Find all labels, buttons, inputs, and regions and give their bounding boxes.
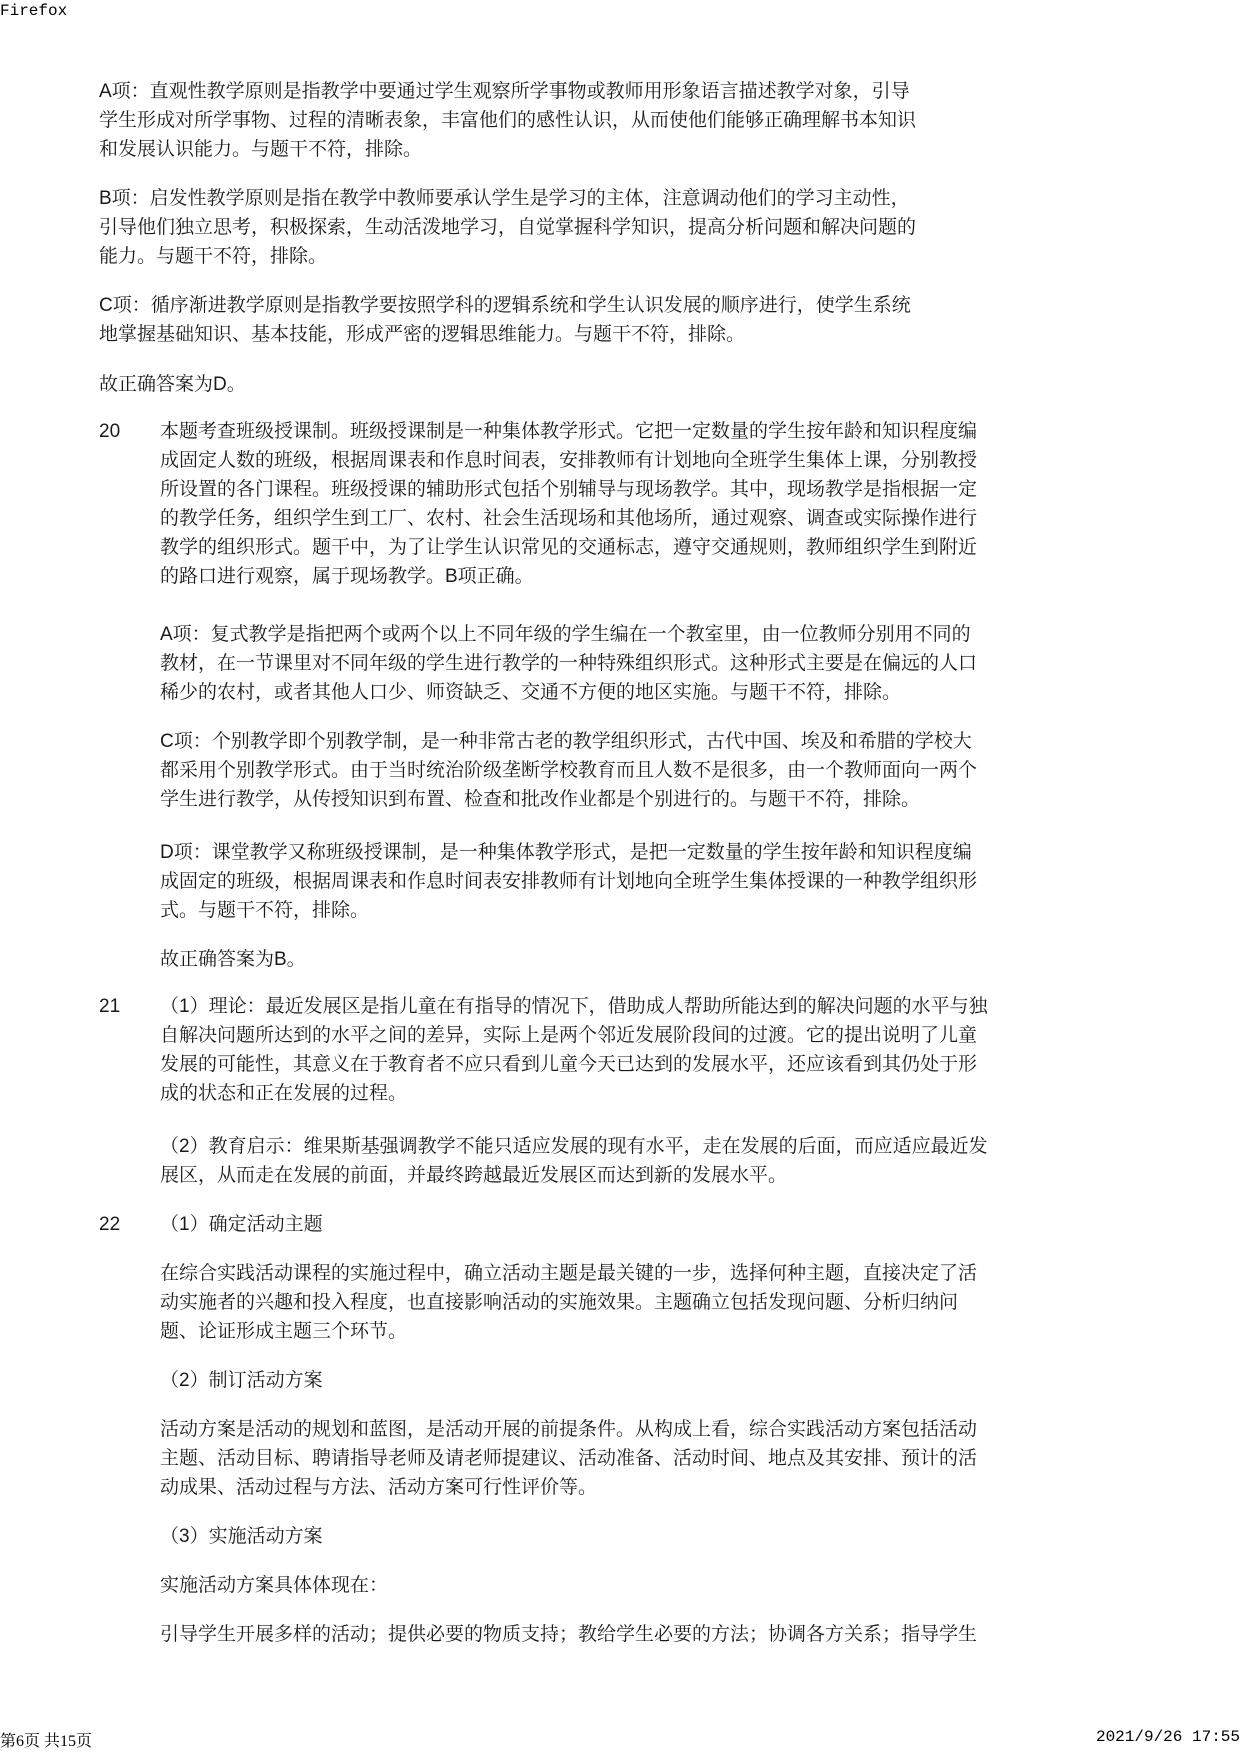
text-line: 本题考查班级授课制。班级授课制是一种集体教学形式。它把一定数量的学生按年龄和知识程度编 [160, 421, 978, 442]
text-line: 教学的组织形式。题干中，为了让学生认识常见的交通标志，遵守交通规则，教师组织学生到附近 [160, 537, 978, 558]
text-line: 学生形成对所学事物、过程的清晰表象，丰富他们的感性认识，从而使他们能够正确理解书本知识 [99, 110, 917, 131]
text-line: 动成果、活动过程与方法、活动方案可行性评价等。 [160, 1477, 598, 1498]
text-line: 式。与题干不符，排除。 [160, 900, 370, 921]
q19-option-b [99, 184, 916, 271]
q20-option-d [160, 838, 977, 925]
text-line: 实施活动方案具体体现在： [160, 1575, 389, 1596]
text-line: （2）教育启示：维果斯基强调教学不能只适应发展的现有水平，走在发展的后面，而应适应最近发 [160, 1136, 988, 1157]
question-number: 22 [99, 1214, 121, 1235]
text-line: C项：个别教学即个别教学制，是一种非常古老的教学组织形式，古代中国、埃及和希腊的学校大 [160, 731, 972, 752]
text-line: 引导他们独立思考，积极探索，生动活泼地学习，自觉掌握科学知识，提高分析问题和解决问题的 [99, 217, 917, 238]
page-number: 第6页 共15页 [0, 1733, 93, 1750]
text-line: 在综合实践活动课程的实施过程中，确立活动主题是最关键的一步，选择何种主题，直接决定了活 [160, 1263, 978, 1284]
text-line: （1）确定活动主题 [160, 1214, 323, 1235]
text-line: 动实施者的兴趣和投入程度，也直接影响活动的实施效果。主题确立包括发现问题、分析归纳问 [160, 1292, 959, 1313]
text-line: 主题、活动目标、聘请指导老师及请老师提建议、活动准备、活动时间、地点及其安排、预计的活 [160, 1448, 978, 1469]
text-line: D项：课堂教学又称班级授课制，是一种集体教学形式，是把一定数量的学生按年龄和知识程度编 [160, 842, 972, 863]
text-line: 成固定人数的班级，根据周课表和作息时间表，安排教师有计划地向全班学生集体上课，分别教授 [160, 450, 978, 471]
text-line: 和发展认识能力。与题干不符，排除。 [99, 139, 423, 160]
text-line: 展区，从而走在发展的前面，并最终跨越最近发展区而达到新的发展水平。 [160, 1165, 788, 1186]
question-number: 21 [99, 996, 121, 1017]
text-line: C项：循序渐进教学原则是指教学要按照学科的逻辑系统和学生认识发展的顺序进行，使学生系统 [99, 295, 911, 316]
text-line: 地掌握基础知识、基本技能，形成严密的逻辑思维能力。与题干不符，排除。 [99, 324, 746, 345]
q22-step3-body [160, 1620, 977, 1649]
q22-step3-intro [160, 1571, 388, 1600]
text-line: （3）实施活动方案 [160, 1526, 323, 1547]
q19-conclusion [99, 370, 246, 399]
text-line: 题、论证形成主题三个环节。 [160, 1321, 408, 1342]
text-line: 故正确答案为D。 [99, 374, 246, 395]
text-line: 的教学任务，组织学生到工厂、农村、社会生活现场和其他场所，通过观察、调查或实际操作进行 [160, 508, 978, 529]
question-number: 20 [99, 421, 121, 442]
text-line: 所设置的各门课程。班级授课的辅助形式包括个别辅导与现场教学。其中，现场教学是指根据一定 [160, 479, 978, 500]
text-line: A项：直观性教学原则是指教学中要通过学生观察所学事物或教师用形象语言描述教学对象，引导 [99, 81, 910, 102]
text-line: 引导学生开展多样的活动；提供必要的物质支持；教给学生必要的方法；协调各方关系；指导学生 [160, 1624, 978, 1645]
q20-intro [160, 417, 977, 591]
text-line: B项：启发性教学原则是指在教学中教师要承认学生是学习的主体，注意调动他们的学习主动性， [99, 188, 910, 209]
text-line: 成的状态和正在发展的过程。 [160, 1083, 408, 1104]
q22-step1-body [160, 1259, 977, 1346]
text-line: 发展的可能性，其意义在于教育者不应只看到儿童今天已达到的发展水平，还应该看到其仍处于形 [160, 1054, 978, 1075]
text-line: （2）制订活动方案 [160, 1370, 323, 1391]
q19-option-a [99, 77, 916, 164]
text-line: 能力。与题干不符，排除。 [99, 246, 328, 267]
q21-part2 [160, 1132, 988, 1190]
q20-conclusion [160, 945, 306, 974]
print-timestamp: 2021/9/26 17:55 [1095, 1728, 1240, 1746]
text-line: 都采用个别教学形式。由于当时统治阶级垄断学校教育而且人数不是很多，由一个教师面向一两个 [160, 760, 978, 781]
q22-step2-body [160, 1415, 977, 1502]
text-line: 成固定的班级，根据周课表和作息时间表安排教师有计划地向全班学生集体授课的一种教学组织形 [160, 871, 978, 892]
text-line: 自解决问题所达到的水平之间的差异，实际上是两个邻近发展阶段间的过渡。它的提出说明了儿童 [160, 1025, 978, 1046]
text-line: 教材，在一节课里对不同年级的学生进行教学的一种特殊组织形式。这种形式主要是在偏远的人口 [160, 653, 978, 674]
text-line: A项：复式教学是指把两个或两个以上不同年级的学生编在一个教室里，由一位教师分别用不同的 [160, 624, 971, 645]
text-line: 稀少的农村，或者其他人口少、师资缺乏、交通不方便的地区实施。与题干不符，排除。 [160, 682, 902, 703]
q20-option-c [160, 727, 977, 814]
q22-step2-title [160, 1366, 323, 1395]
text-line: 活动方案是活动的规划和蓝图，是活动开展的前提条件。从构成上看，综合实践活动方案包括活动 [160, 1419, 978, 1440]
text-line: （1）理论：最近发展区是指儿童在有指导的情况下，借助成人帮助所能达到的解决问题的水平与独 [160, 996, 988, 1017]
q20-option-a [160, 620, 977, 707]
text-line: 学生进行教学，从传授知识到布置、检查和批改作业都是个别进行的。与题干不符，排除。 [160, 789, 921, 810]
q21-part1 [160, 992, 988, 1108]
q22-step3-title [160, 1522, 323, 1551]
text-line: 故正确答案为B。 [160, 949, 306, 970]
q22-step1-title [160, 1210, 323, 1239]
q19-option-c [99, 291, 911, 349]
text-line: 的路口进行观察，属于现场教学。B项正确。 [160, 566, 534, 587]
window-title: Firefox [0, 2, 68, 20]
